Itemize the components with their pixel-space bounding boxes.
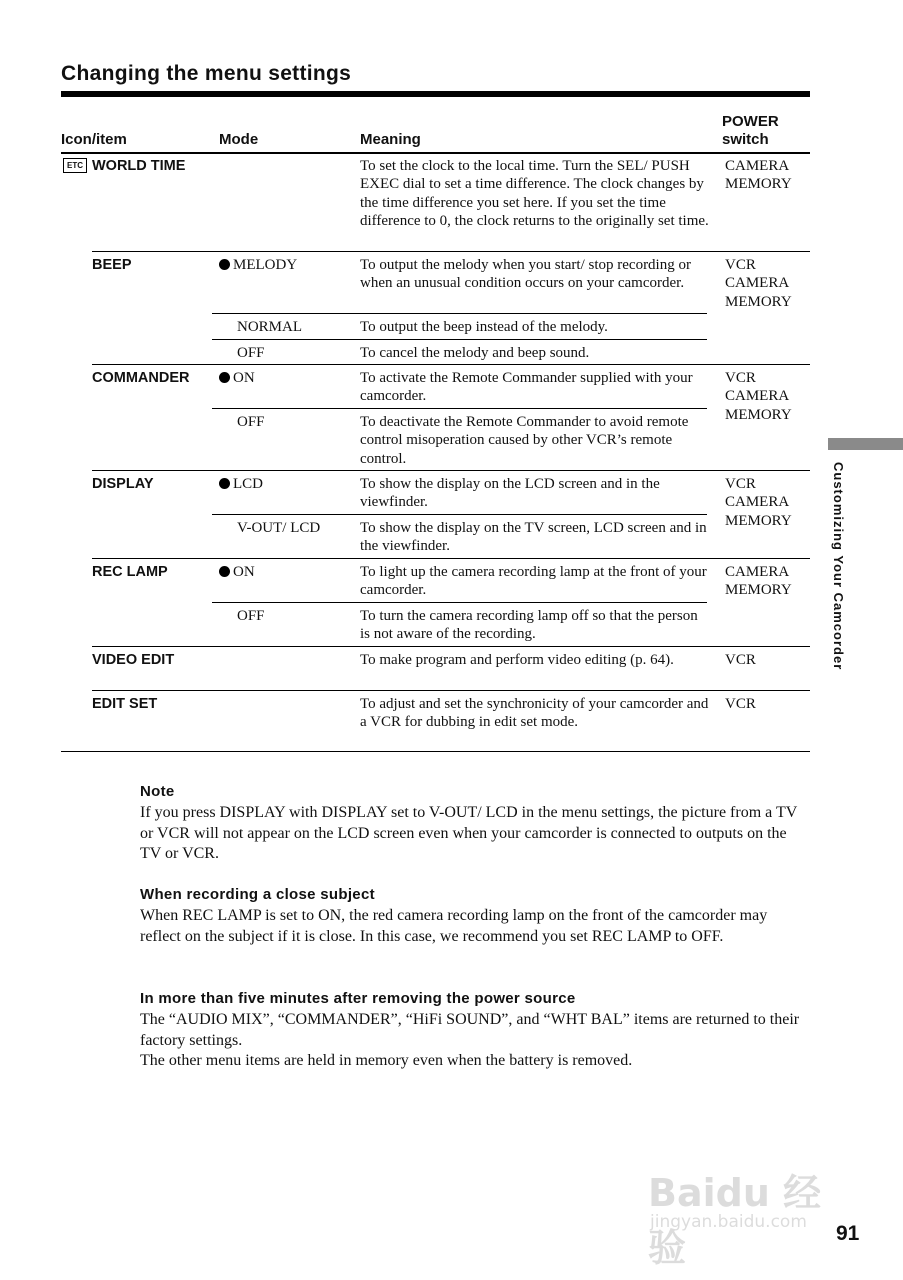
row-divider [92, 646, 810, 647]
meaning-commander-on: To activate the Remote Commander supplied with your camcorder. [360, 370, 693, 405]
meaning-beep-melody: To output the melody when you start/ stop recording or when an unusual condition occurs on your camcorder. [360, 257, 691, 292]
power-commander: VCR CAMERA MEMORY [725, 370, 792, 423]
mode-beep-normal: NORMAL [237, 319, 303, 335]
power-rec-lamp: CAMERA MEMORY [725, 564, 792, 599]
default-dot-icon [219, 566, 230, 577]
close-subject-body: When REC LAMP is set to ON, the red camera recording lamp on the front of the camcorder may reflect on the subject if it is close. In this case, we recommend you set REC LAMP to OFF. [140, 907, 768, 945]
mode-display-lcd: LCD [219, 475, 263, 493]
power-edit-set: VCR [725, 696, 756, 712]
power-display: VCR CAMERA MEMORY [725, 476, 792, 529]
default-dot-icon [219, 372, 230, 383]
item-rec-lamp: REC LAMP [92, 564, 168, 580]
header-rule [61, 152, 810, 154]
header-icon-item: Icon/item [61, 131, 127, 148]
baidu-watermark [646, 1148, 846, 1270]
item-display: DISPLAY [92, 476, 154, 492]
meaning-video-edit: To make program and perform video editing (p. 64). [360, 652, 674, 668]
title-rule [61, 91, 810, 97]
table-bottom-rule [61, 751, 810, 752]
mode-rec-lamp-on: ON [219, 563, 255, 581]
meaning-commander-off: To deactivate the Remote Commander to avoid remote control misoperation caused by other VCR’s remote control. [360, 414, 689, 467]
note-body: If you press DISPLAY with DISPLAY set to V-OUT/ LCD in the menu settings, the picture from a TV or VCR will not appear on the LCD screen even when your camcorder is connected to outputs on the TV or VCR. [140, 804, 798, 862]
mode-commander-off: OFF [237, 414, 265, 430]
meaning-beep-normal: To output the beep instead of the melody. [360, 319, 608, 335]
item-video-edit: VIDEO EDIT [92, 652, 175, 668]
mode-display-vout: V-OUT/ LCD [237, 520, 321, 536]
power-world-time: CAMERA MEMORY [725, 158, 792, 193]
power-source-heading: In more than five minutes after removing the power source [140, 990, 576, 1007]
power-source-body: The “AUDIO MIX”, “COMMANDER”, “HiFi SOUND”, and “WHT BAL” items are returned to their factory settings. The other menu items are held in memory even when the battery is removed. [140, 1011, 800, 1069]
item-commander: COMMANDER [92, 370, 190, 386]
row-divider [92, 558, 810, 559]
power-beep: VCR CAMERA MEMORY [725, 257, 792, 310]
row-divider [92, 470, 810, 471]
row-divider [92, 364, 810, 365]
meaning-display-lcd: To show the display on the LCD screen and in the viewfinder. [360, 476, 660, 511]
mode-divider [212, 339, 707, 340]
item-edit-set: EDIT SET [92, 696, 158, 712]
page-title: Changing the menu settings [61, 62, 352, 85]
etc-icon: ETC [63, 158, 87, 173]
watermark-line1: Baidu 经验 [648, 1171, 822, 1270]
power-video-edit: VCR [725, 652, 756, 668]
header-power-line2: switch [722, 131, 769, 148]
header-power-line1: POWER [722, 113, 779, 130]
row-divider [92, 251, 810, 252]
header-mode: Mode [219, 131, 259, 148]
mode-divider [212, 313, 707, 314]
row-divider [92, 690, 810, 691]
default-dot-icon [219, 259, 230, 270]
header-meaning: Meaning [360, 131, 421, 148]
item-beep: BEEP [92, 257, 132, 273]
mode-divider [212, 514, 707, 515]
close-subject-heading: When recording a close subject [140, 886, 375, 903]
meaning-world-time: To set the clock to the local time. Turn the SEL/ PUSH EXEC dial to set a time difference. The clock changes by the time difference you set here. If you set the time difference to 0, the clock returns to the originally set time. [360, 158, 709, 229]
side-tab-bar [828, 438, 903, 450]
meaning-display-vout: To show the display on the TV screen, LCD screen and in the viewfinder. [360, 520, 707, 555]
watermark-line2: jingyan.baidu.com [650, 1212, 807, 1232]
mode-rec-lamp-off: OFF [237, 608, 265, 624]
mode-divider [212, 602, 707, 603]
default-dot-icon [219, 478, 230, 489]
mode-divider [212, 408, 707, 409]
meaning-edit-set: To adjust and set the synchronicity of your camcorder and a VCR for dubbing in edit set mode. [360, 696, 709, 731]
side-tab-label: Customizing Your Camcorder [831, 462, 846, 671]
meaning-beep-off: To cancel the melody and beep sound. [360, 345, 590, 361]
meaning-rec-lamp-on: To light up the camera recording lamp at the front of your camcorder. [360, 564, 707, 599]
mode-beep-melody: MELODY [219, 256, 297, 274]
meaning-rec-lamp-off: To turn the camera recording lamp off so that the person is not aware of the recording. [360, 608, 698, 643]
item-world-time: WORLD TIME [92, 158, 186, 174]
page-number: 91 [836, 1222, 860, 1245]
mode-commander-on: ON [219, 369, 255, 387]
mode-beep-off: OFF [237, 345, 265, 361]
note-heading: Note [140, 783, 175, 800]
